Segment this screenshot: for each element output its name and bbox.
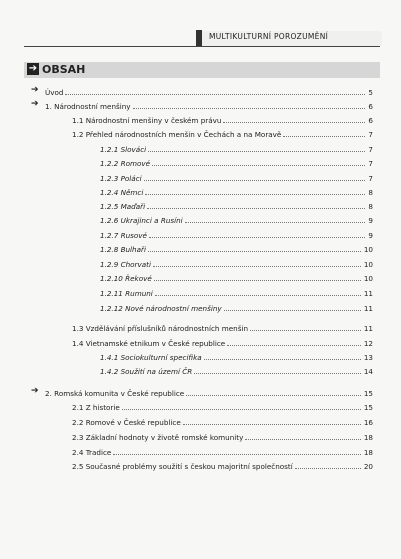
dot-leader <box>223 122 365 123</box>
toc-entry-label: 2.1 Z historie <box>72 403 120 412</box>
toc-entry-label: 1.2.9 Chorvati <box>100 260 151 269</box>
toc-page-number: 8 <box>368 188 373 197</box>
toc-entry-label: 1.2.2 Romové <box>100 159 151 168</box>
toc-page-number: 8 <box>368 202 373 211</box>
toc-entry[interactable] <box>72 113 373 125</box>
dot-leader <box>295 468 361 469</box>
toc-entry-label: 2.3 Základní hodnoty v životě romské komunity <box>72 433 244 442</box>
contents-heading: OBSAH <box>42 63 86 76</box>
dot-leader <box>147 208 365 209</box>
toc-page-number: 10 <box>363 260 373 269</box>
toc-page-number: 18 <box>363 448 373 457</box>
toc-page-number: 11 <box>363 304 373 313</box>
toc-page-number: 9 <box>368 231 373 240</box>
toc-entry[interactable] <box>72 336 373 348</box>
toc-entry-label: 1.2.4 Němci <box>100 188 144 197</box>
toc-page-number: 7 <box>368 130 373 139</box>
toc-entry[interactable] <box>100 301 373 313</box>
dot-leader <box>152 165 365 166</box>
toc-entry[interactable] <box>100 271 373 283</box>
toc-entry-label: 1.2.11 Rumuni <box>100 289 153 298</box>
toc-page-number: 14 <box>363 367 373 376</box>
toc-entry[interactable] <box>100 242 373 254</box>
dot-leader <box>113 454 361 455</box>
dot-leader <box>122 409 361 410</box>
toc-page-number: 10 <box>363 274 373 283</box>
toc-entry-label: 1.2.8 Bulhaři <box>100 245 146 254</box>
toc-page-number: 12 <box>363 339 373 348</box>
arrow-icon: ➔ <box>31 99 39 109</box>
dot-leader <box>149 237 365 238</box>
toc-entry[interactable] <box>100 364 373 376</box>
header-rule <box>24 46 380 47</box>
dot-leader <box>183 424 361 425</box>
dot-leader <box>283 136 365 137</box>
dot-leader <box>65 94 365 95</box>
toc-entry-label: 2. Romská komunita v České republice <box>45 389 185 398</box>
toc-page-number: 5 <box>368 88 373 97</box>
toc-entry[interactable] <box>72 415 373 427</box>
toc-entry[interactable] <box>45 99 373 111</box>
arrow-icon: ➔ <box>31 85 39 95</box>
toc-entry[interactable] <box>100 257 373 269</box>
running-header-tab <box>196 30 202 46</box>
toc-entry[interactable] <box>100 286 373 298</box>
toc-page-number: 20 <box>363 462 373 471</box>
arrow-icon: ➔ <box>31 386 39 396</box>
toc-entry[interactable] <box>72 445 373 457</box>
toc-entry-label: 1.4 Vietnamské etnikum v České republice <box>72 339 226 348</box>
dot-leader <box>250 330 361 331</box>
toc-page-number: 16 <box>363 418 373 427</box>
toc-entry[interactable] <box>100 185 373 197</box>
toc-page-number: 7 <box>368 145 373 154</box>
toc-page-number: 15 <box>363 389 373 398</box>
dot-leader <box>148 151 365 152</box>
toc-page-number: 7 <box>368 159 373 168</box>
toc-entry[interactable] <box>45 85 373 97</box>
toc-entry[interactable] <box>100 350 373 362</box>
toc-entry[interactable] <box>72 430 373 442</box>
dot-leader <box>245 439 360 440</box>
toc-entry[interactable] <box>72 400 373 412</box>
toc-entry[interactable] <box>100 171 373 183</box>
dot-leader <box>185 222 366 223</box>
dot-leader <box>227 345 361 346</box>
toc-entry-label: Úvod <box>45 88 64 97</box>
toc-entry[interactable] <box>72 321 373 333</box>
toc-entry-label: 1.2.10 Řekové <box>100 274 152 283</box>
toc-entry-label: 1.4.2 Soužití na území ČR <box>100 367 193 376</box>
toc-entry-label: 1.2 Přehled národnostních menšin v Čechách a na Moravě <box>72 130 282 139</box>
toc-entry-label: 1.2.7 Rusové <box>100 231 147 240</box>
dot-leader <box>153 266 361 267</box>
toc-entry[interactable] <box>100 142 373 154</box>
toc-entry[interactable] <box>72 127 373 139</box>
toc-entry-label: 1.1 Národnostní menšiny v českém právu <box>72 116 222 125</box>
toc-entry-label: 1.2.5 Maďaři <box>100 202 146 211</box>
toc-page-number: 18 <box>363 433 373 442</box>
toc-entry[interactable] <box>100 199 373 211</box>
toc-entry[interactable] <box>45 386 373 398</box>
dot-leader <box>144 180 366 181</box>
toc-entry-label: 1. Národnostní menšiny <box>45 102 131 111</box>
dot-leader <box>186 395 361 396</box>
running-header-title: MULTIKULTURNÍ POROZUMĚNÍ <box>209 32 329 41</box>
toc-entry[interactable] <box>100 156 373 168</box>
toc-entry-label: 1.4.1 Sociokulturní specifika <box>100 353 202 362</box>
toc-entry[interactable] <box>72 459 373 471</box>
toc-entry[interactable] <box>100 213 373 225</box>
toc-entry-label: 2.2 Romové v České republice <box>72 418 181 427</box>
dot-leader <box>148 251 361 252</box>
toc-page-number: 13 <box>363 353 373 362</box>
toc-page-number: 6 <box>368 116 373 125</box>
dot-leader <box>204 359 361 360</box>
dot-leader <box>224 310 361 311</box>
dot-leader <box>133 108 366 109</box>
toc-entry-label: 2.4 Tradice <box>72 448 112 457</box>
dot-leader <box>145 194 365 195</box>
toc-entry-label: 1.2.12 Nové národnostní menšiny <box>100 304 222 313</box>
arrow-icon: ➔ <box>28 63 38 74</box>
toc-page-number: 15 <box>363 403 373 412</box>
toc-page-number: 11 <box>363 289 373 298</box>
toc-entry-label: 2.5 Současné problémy soužití s českou majoritní společností <box>72 462 293 471</box>
toc-page-number: 10 <box>363 245 373 254</box>
toc-entry-label: 1.2.3 Poláci <box>100 174 142 183</box>
toc-entry-label: 1.2.6 Ukrajinci a Rusíni <box>100 216 183 225</box>
dot-leader <box>155 295 361 296</box>
dot-leader <box>154 280 361 281</box>
toc-entry-label: 1.3 Vzdělávání příslušníků národnostních menšin <box>72 324 249 333</box>
toc-entry[interactable] <box>100 228 373 240</box>
toc-page-number: 9 <box>368 216 373 225</box>
dot-leader <box>194 373 361 374</box>
toc-page-number: 6 <box>368 102 373 111</box>
toc-page-number: 7 <box>368 174 373 183</box>
toc-page-number: 11 <box>363 324 373 333</box>
toc-entry-label: 1.2.1 Slováci <box>100 145 147 154</box>
